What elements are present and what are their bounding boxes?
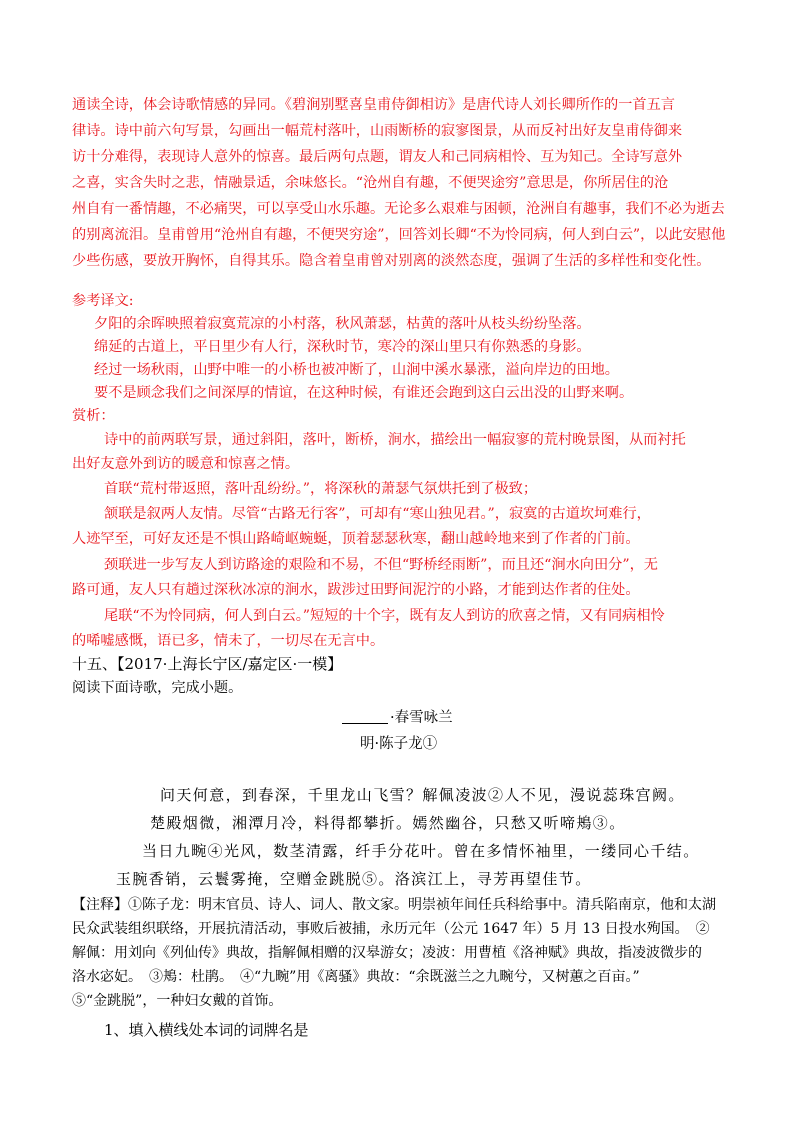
text-line: 的别离流泪。皇甫曾用“沧州自有趣，不便哭穷途”，回答刘长卿“不为怜同病，何人到白云”，以此安慰他: [72, 227, 726, 243]
translation-line: 夕阳的余晖映照着寂寞荒凉的小村落，秋风萧瑟，枯黄的落叶从枝头纷纷坠落。: [94, 316, 591, 332]
text-line: 州自有一番情趣，不必痛哭，可以享受山水乐趣。无论多么艰难与困顿，沧洲自有趣事，我们不必为逝去: [72, 201, 725, 217]
appreciation-line: 路可通，友人只有趟过深秋冰凉的涧水，跋涉过田野间泥泞的小路，才能到达作者的住处。: [72, 582, 640, 598]
translation-heading: 参考译文:: [72, 293, 134, 309]
translation-line: 经过一场秋雨，山野中唯一的小桥也被冲断了，山涧中溪水暴涨，溢向岸边的田地。: [94, 362, 619, 378]
appreciation-line: 首联“荒村带返照，落叶乱纷纷。”，将深秋的萧瑟气氛烘托到了极致；: [104, 481, 538, 497]
answer-blank[interactable]: [342, 709, 388, 724]
appreciation-line: 颈联进一步写友人到访路途的艰险和不易，不但“野桥经雨断”，而且还“涧水向田分”，无: [104, 557, 658, 573]
note-line: 解佩：用刘向《列仙传》典故，指解佩相赠的汉皋游女；凌波：用曹植《洛神赋》典故，指凌波微步的: [72, 945, 702, 961]
question-instruction: 阅读下面诗歌，完成小题。: [72, 680, 243, 696]
text-line: 之喜，实含失时之悲，情融景适，余味悠长。“沧州自有趣，不便哭途穷”意思是，你所居住的沧: [72, 175, 669, 191]
poem-line: 楚殿烟微，湘潭月冷，料得都攀折。嫣然幽谷，只愁又听啼鴂③。: [150, 814, 626, 832]
appreciation-line: 人迹罕至，可好友还是不惧山路崎岖蜿蜒，顶着瑟瑟秋寒，翻山越岭地来到了作者的门前。: [72, 531, 640, 547]
note-line: 【注释】①陈子龙：明末官员、诗人、词人、散文家。明崇祯年间任兵科给事中。清兵陷南京，他和太湖: [72, 897, 716, 913]
text-line: 律诗。诗中前六句写景，勾画出一幅荒村落叶，山雨断桥的寂寥图景，从而反衬出好友皇甫侍御来: [72, 123, 683, 139]
text-line: 少些伤感，要放开胸怀，自得其乐。隐含着皇甫曾对别离的淡然态度，强调了生活的多样性和变化性。: [72, 253, 711, 269]
appreciation-line: 尾联“不为怜同病，何人到白云。”短短的十个字，既有友人到访的欣喜之情，又有同病相怜: [104, 608, 665, 624]
note-line: 洛水宓妃。 ③鴂：杜鹃。 ④“九畹”用《离骚》典故：“余既滋兰之九畹兮，又树蕙之百亩。”: [72, 969, 640, 985]
translation-line: 绵延的古道上，平日里少有人行，深秋时节，寒冷的深山里只有你熟悉的身影。: [94, 339, 591, 355]
appreciation-line: 颔联是叙两人友情。尽管“古路无行客”，可却有“寒山独见君。”，寂寞的古道坎坷难行，: [104, 506, 651, 522]
text-line: 访十分难得，表现诗人意外的惊喜。最后两句点题，谓友人和己同病相怜、互为知己。全诗写意外: [72, 149, 683, 165]
text-line: 通读全诗，体会诗歌情感的异同。《碧涧别墅喜皇甫侍御相访》是唐代诗人刘长卿所作的一首五言: [72, 97, 675, 113]
sub-question-1: 1、填入横线处本词的词牌名是: [104, 1021, 309, 1039]
note-line: 民众武装组织联络，开展抗清活动，事败后被捕，永历元年（公元 1647 年）5 月 13 日投水殉国。 ②: [72, 921, 710, 937]
poem-title: ·春雪咏兰: [342, 706, 453, 727]
poem-line: 当日九畹④光风，数茎清露，纤手分花叶。曾在多情怀袖里，一缕同心千结。: [142, 842, 700, 860]
appreciation-line: 的唏嘘感慨，语已多，情未了，一切尽在无言中。: [72, 633, 385, 649]
note-line: ⑤“金跳脱”，一种妇女戴的首饰。: [72, 993, 283, 1009]
appreciation-heading: 赏析：: [72, 408, 115, 424]
appreciation-line: 诗中的前两联写景，通过斜阳，落叶，断桥，涧水，描绘出一幅寂寥的荒村晚景图，从而衬托: [104, 432, 686, 448]
poem-author: 明·陈子龙①: [360, 736, 438, 752]
translation-line: 要不是顾念我们之间深厚的情谊，在这种时候，有谁还会跑到这白云出没的山野来啊。: [94, 385, 634, 401]
question-number-heading: 十五、【2017·上海长宁区/嘉定区·一模】: [72, 655, 343, 673]
poem-line: 问天何意，到春深，千里龙山飞雪？解佩凌波②人不见，漫说蕊珠宫阙。: [160, 786, 685, 804]
appreciation-line: 出好友意外到访的暖意和惊喜之情。: [72, 456, 300, 472]
poem-line: 玉腕香销，云鬟雾掩，空赠金跳脱⑤。洛滨江上，寻芳再望佳节。: [116, 870, 592, 888]
